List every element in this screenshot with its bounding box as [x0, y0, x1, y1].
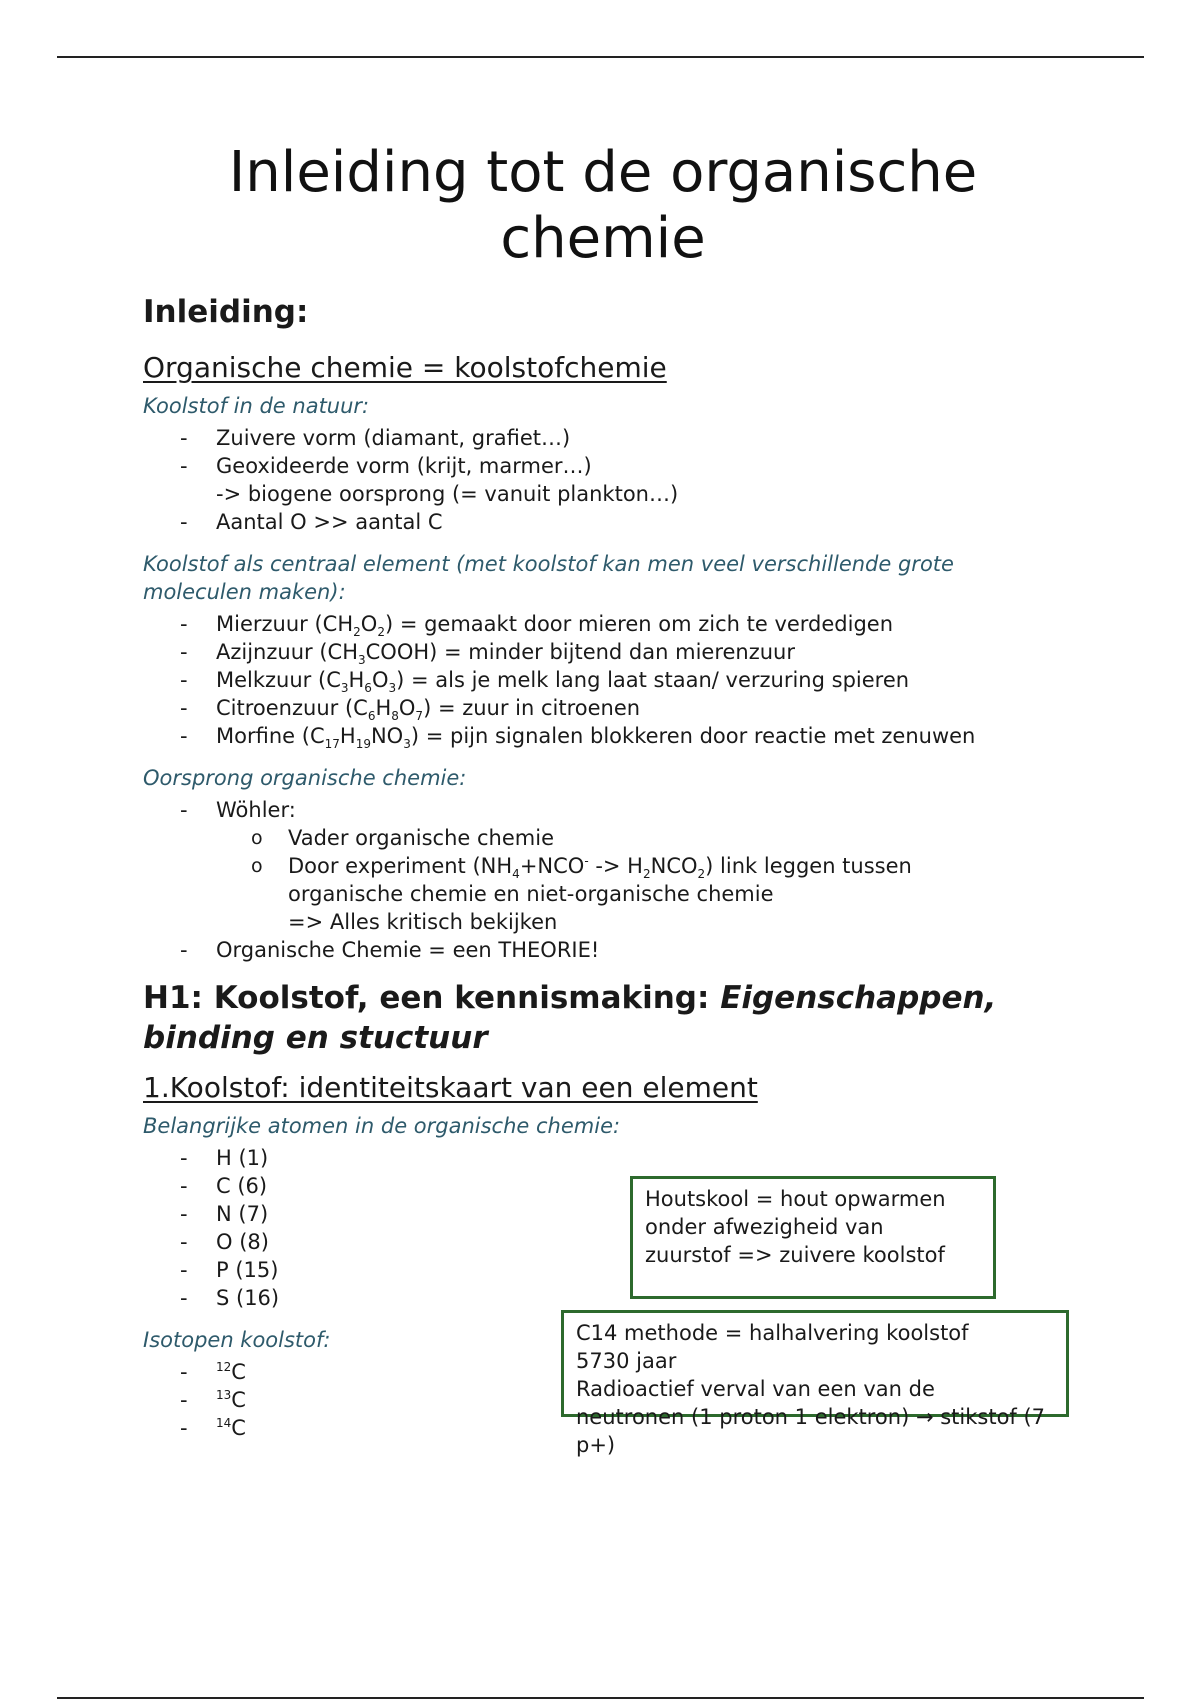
intro-heading: Inleiding:: [143, 294, 309, 330]
list-item: - $^{12}$C: [143, 1358, 1063, 1386]
houtskool-note-box: Houtskool = hout opwarmen onder afwezigheid van zuurstof => zuivere koolstof: [630, 1176, 996, 1299]
footer-rule: [57, 1697, 1144, 1699]
origin-list: [143, 796, 1063, 964]
list-item: - S (16): [143, 1284, 1063, 1312]
list-item: - H (1): [143, 1144, 1063, 1172]
list-item: - $^{13}$C: [143, 1386, 1063, 1414]
central-label: Koolstof als centraal element (met koolstof kan men veel verschillende grote moleculen maken):: [143, 552, 954, 604]
sublist-item: o Vader organische chemie: [215, 824, 1063, 852]
origin-label: Oorsprong organische chemie:: [143, 766, 467, 790]
list-item: - Morfine $(C_{17}H_{19}NO_3)$ = pijn signalen blokkeren door reactie met zenuwen: [143, 722, 1063, 750]
list-item: - P (15): [143, 1256, 1063, 1284]
document-title: Inleiding tot de organische chemie: [228, 140, 978, 271]
list-item: - Azijnzuur $(CH_3COOH)$ = minder bijtend dan mierenzuur: [143, 638, 1063, 666]
list-item: - N (7): [143, 1200, 1063, 1228]
section1-heading: 1.Koolstof: identiteitskaart van een element: [143, 1071, 758, 1104]
wohler-sublist: [216, 824, 1063, 936]
list-item: - Mierzuur $(CH_2O_2)$ = gemaakt door mieren om zich te verdedigen: [143, 610, 1063, 638]
list-item: - Zuivere vorm (diamant, grafiet…): [143, 424, 1063, 452]
list-item: - Aantal O >> aantal C: [143, 508, 1063, 536]
header-rule: [57, 56, 1144, 58]
nature-label: Koolstof in de natuur:: [143, 394, 370, 418]
list-item-continuation: -> biogene oorsprong (= vanuit plankton…): [216, 482, 679, 506]
list-item: - Citroenzuur $(C_6H_8O_7)$ = zuur in citroenen: [143, 694, 1063, 722]
intro-subheading: Organische chemie = koolstofchemie: [143, 351, 667, 384]
nature-list: [143, 424, 1063, 536]
sublist-item: o Door experiment $(NH_4+NCO^- -> H_2NCO_2)$ link leggen tussen organische chemie en niet-organische chemie => Alles kritisch bekijken: [215, 852, 1063, 936]
h1-heading: H1: Koolstof, een kennismaking: Eigenschappen, binding en stuctuur: [143, 980, 997, 1056]
isotopes-label: Isotopen koolstof:: [143, 1328, 331, 1352]
central-list: [143, 610, 1063, 750]
list-item: - O (8): [143, 1228, 1063, 1256]
list-item: - Melkzuur $(C_3H_6O_3)$ = als je melk lang laat staan/ verzuring spieren: [143, 666, 1063, 694]
atoms-label: Belangrijke atomen in de organische chemie:: [143, 1114, 621, 1138]
c14-note-box: C14 methode = halhalvering koolstof 5730 jaar Radioactief verval van een van de neutronen (1 proton 1 elektron) → stikstof (7 p+): [561, 1310, 1069, 1417]
list-item: - $^{14}$C: [143, 1414, 1063, 1442]
list-item: - C (6): [143, 1172, 1063, 1200]
list-item: - Wöhler: o Vader organische chemie o Door experiment $(NH_4+NCO^- -> H_2NCO_2)$ link leggen tussen organische chemie en niet-organische chemie => Alles kritisch bekijken: [143, 796, 1063, 936]
list-item: - Organische Chemie = een THEORIE!: [143, 936, 1063, 964]
list-item: - Geoxideerde vorm (krijt, marmer…) -> biogene oorsprong (= vanuit plankton…): [143, 452, 1063, 508]
